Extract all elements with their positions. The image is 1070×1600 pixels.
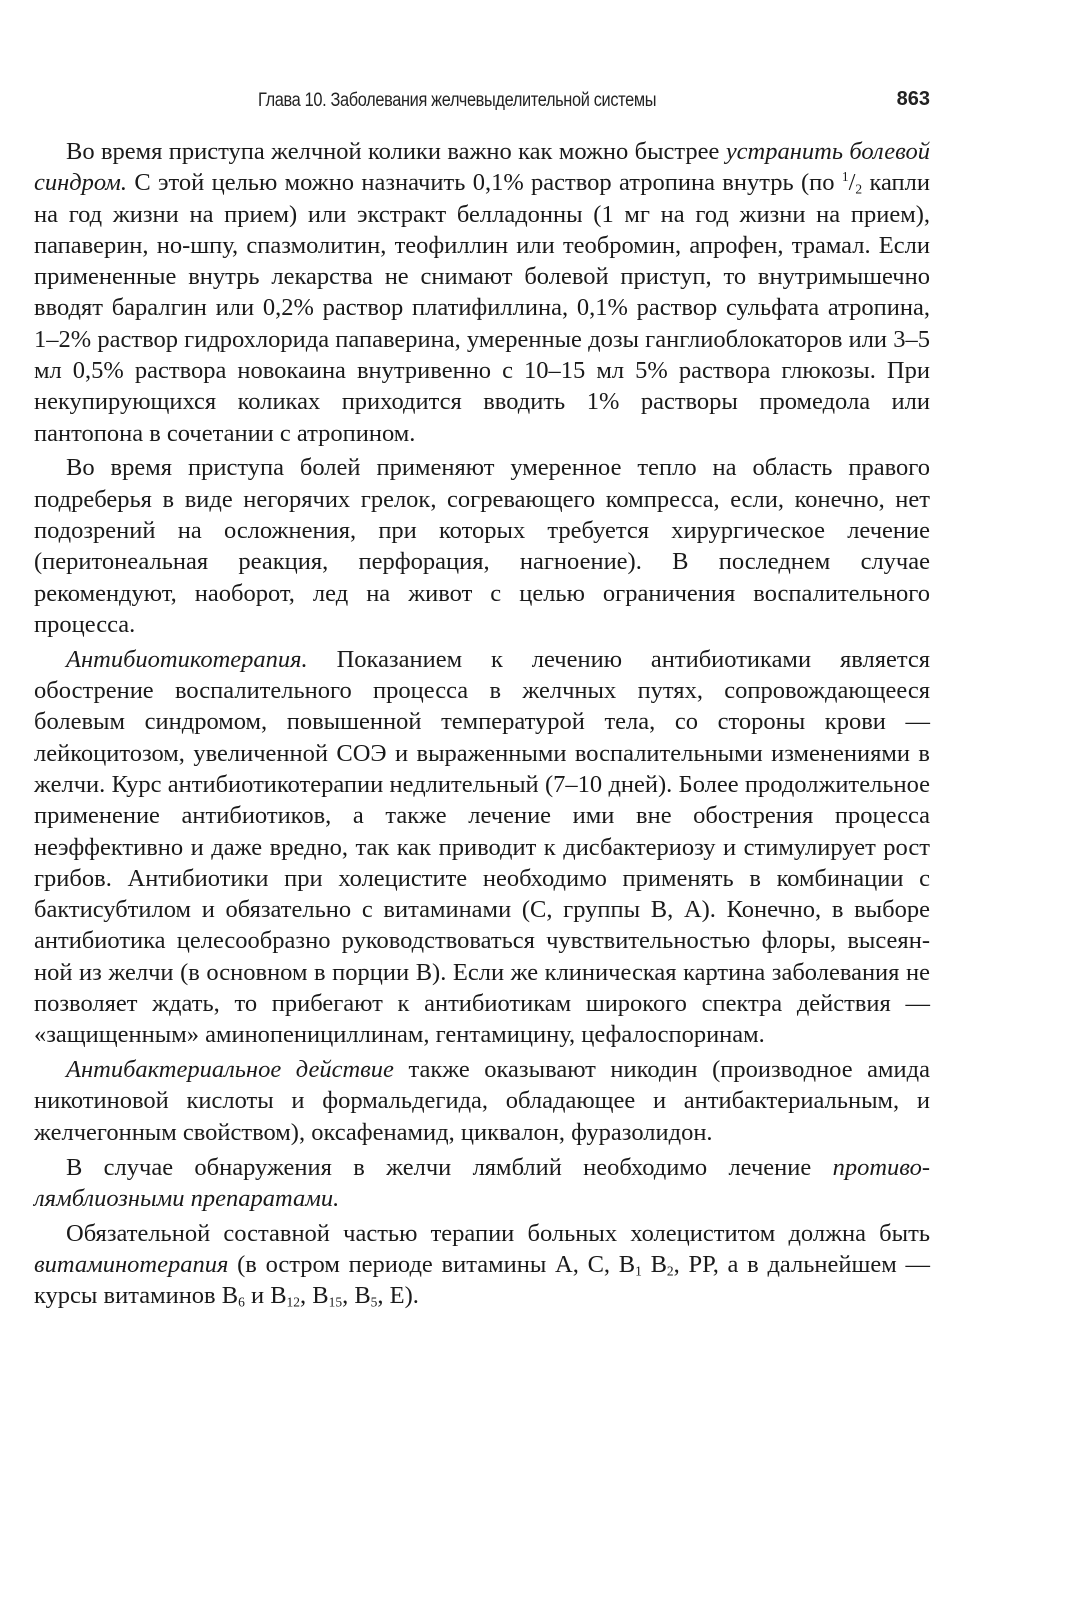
subscript: 6 bbox=[238, 1294, 245, 1310]
text-run: также оказывают никодин (производное амида никотиновой кислоты и формальдегида, обладающее и антибактериальным, и желчегонным свойством), оксафенамид, циквалон, фуразолидон. bbox=[34, 1056, 930, 1146]
italic-term: устранить болевой синдром. bbox=[34, 138, 930, 197]
text-run: (в остром периоде витамины А, С, В bbox=[228, 1250, 636, 1278]
italic-term: витаминотерапия bbox=[34, 1250, 229, 1278]
fraction-denominator: 2 bbox=[855, 181, 863, 197]
paragraph-antibacterial-action bbox=[34, 1054, 930, 1148]
text-run: В случае обнаружения в желчи лямблий необходимо лечение bbox=[66, 1153, 833, 1181]
fraction-slash: / bbox=[848, 169, 856, 197]
subscript: 5 bbox=[370, 1294, 378, 1310]
paragraph-vitamin-therapy bbox=[34, 1218, 930, 1312]
paragraph-colic-treatment bbox=[34, 136, 930, 449]
italic-term: Антибактериальное действие bbox=[66, 1056, 394, 1084]
text-run: Показанием к лечению антибиотиками является обострение воспалительного процесса в желчных путях, сопровождающееся болевым синдромом, повышенной температурой тела, со стороны крови — лейкоцитозом, увеличенной СОЭ и выраженными воспалительными изменениями в желчи. Курс антибиотикотерапии недлительный (7–10 дней). Более продолжительное применение антибиотиков, а также лечение ими вне обострения процесса неэффективно и даже вредно, так как приводит к дисбактериозу и стимулирует рост грибов. Антибиотики при холецистите необходимо применять в комбинации с бактисубтилом и обязательно с витаминами (С, группы В, А). Конечно, в выборе антибиотика целесообразно руководствоваться чувствительностью флоры, высеянной из желчи (в основном в порции В). Если же клиническая картина заболевания не позволяет ждать, то прибегают к антибиотикам широкого спектра действия — «защищенным» аминопенициллинам, гентамицину, цефалоспоринам. bbox=[34, 645, 930, 1049]
text-run: капли на год жизни на прием) или экстракт белладонны (1 мг на год жизни на прием), папаверин, но-шпу, спазмолитин, теофиллин или теобромин, апрофен, трамал. Если примененные внутрь лекарства не снимают болевой приступ, то внутримышечно вводят баралгин или 0,2% раствор платифиллина, 0,1% раствор сульфата атропина, 1–2% раствор гидрохлорида папаверина, умеренные дозы ганглиоблокаторов или 3–5 мл 0,5% раствора новокаина внутривенно с 10–15 мл 5% раствора глюкозы. При некупирующихся коликах приходится вводить 1% растворы промедола или пантопона в сочетании с атропином. bbox=[34, 169, 930, 447]
paragraph-antibiotic-therapy bbox=[34, 644, 930, 1051]
text-run: В bbox=[641, 1250, 667, 1278]
text-run: и В bbox=[244, 1282, 287, 1310]
italic-term: Антибиотикотерапия. bbox=[66, 645, 308, 673]
subscript: 2 bbox=[666, 1263, 674, 1279]
paragraph-giardia bbox=[34, 1152, 930, 1215]
body-text bbox=[34, 136, 930, 1315]
italic-term: противолямблиозными препаратами. bbox=[34, 1153, 930, 1212]
text-run: Во время приступа болей применяют умеренное тепло на область правого подреберья в виде негорячих грелок, согревающего компресса, если, конечно, нет подозрений на осложнения, при которых требуется хирургическое лечение (перитонеальная реакция, перфорация, нагноение). В последнем случае рекомендуют, наоборот, лед на живот с целью ограничения воспалительного процесса. bbox=[34, 454, 930, 638]
subscript: 15 bbox=[328, 1294, 343, 1310]
text-run: Во время приступа желчной колики важно как можно быстрее bbox=[66, 138, 726, 165]
subscript: 1 bbox=[635, 1263, 642, 1279]
fraction-numerator: 1 bbox=[841, 169, 849, 185]
subscript: 12 bbox=[286, 1294, 300, 1310]
page-number: 863 bbox=[896, 88, 930, 110]
text-run: , Е). bbox=[377, 1282, 419, 1310]
text-run: , В bbox=[342, 1282, 371, 1310]
running-title: Глава 10. Заболевания желчевыделительной системы bbox=[258, 90, 657, 111]
text-run: , В bbox=[300, 1282, 329, 1310]
paragraph-heat-therapy bbox=[34, 452, 930, 640]
text-run: С этой целью можно назначить 0,1% раствор атропина внутрь (по bbox=[127, 169, 842, 197]
text-run: , РР, а в дальнейшем — курсы витаминов В bbox=[34, 1250, 930, 1310]
text-run: Обязательной составной частью терапии больных холециститом должна быть bbox=[66, 1219, 930, 1247]
running-header bbox=[258, 88, 930, 116]
